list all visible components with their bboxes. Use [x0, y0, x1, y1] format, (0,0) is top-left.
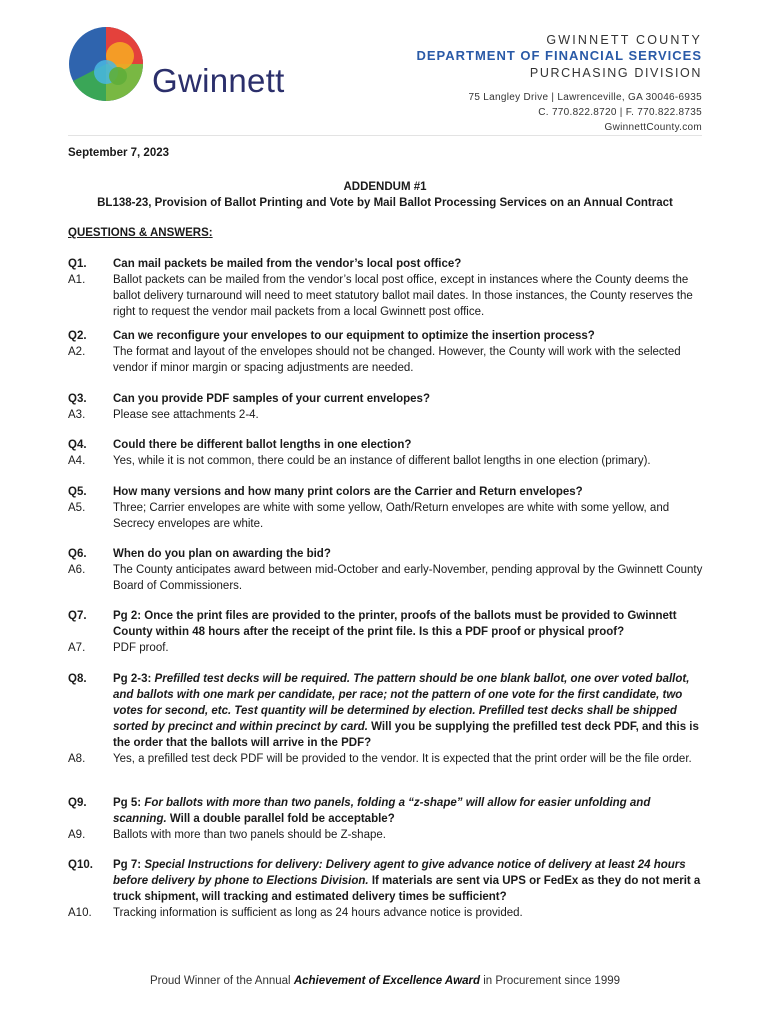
qa-item-7 [68, 608, 704, 656]
question-text: Pg 5: For ballots with more than two panels, folding a “z-shape” will allow for easier unfolding and scanning. Will a double parallel fold be acceptable? [113, 797, 651, 825]
question-text: Can you provide PDF samples of your current envelopes? [113, 393, 430, 405]
question-label: Q5. [68, 486, 87, 498]
question-label: Q1. [68, 258, 87, 270]
gwinnett-logo [68, 26, 308, 104]
question-label: Q6. [68, 548, 87, 560]
answer-label: A1. [68, 274, 86, 286]
question-label: Q8. [68, 673, 87, 685]
answer-label: A2. [68, 346, 86, 358]
question-text: When do you plan on awarding the bid? [113, 548, 331, 560]
question-label: Q10. [68, 859, 93, 871]
bid-title: BL138-23, Provision of Ballot Printing and Vote by Mail Ballot Processing Services on an Annual Contract [97, 197, 673, 209]
department-block [416, 32, 702, 135]
answer-label: A5. [68, 502, 86, 514]
department-name: DEPARTMENT OF FINANCIAL SERVICES [416, 48, 702, 63]
website-line: GwinnettCounty.com [604, 122, 702, 133]
answer-text: The County anticipates award between mid-October and early-November, pending approval by the Gwinnett County Board of Commissioners. [113, 564, 703, 592]
question-text: Can mail packets be mailed from the vendor’s local post office? [113, 258, 462, 270]
answer-text: Three; Carrier envelopes are white with some yellow, Oath/Return envelopes are white with some yellow, and Secrecy envelopes are white. [113, 502, 670, 530]
question-label: Q4. [68, 439, 87, 451]
letter-date: September 7, 2023 [68, 147, 170, 159]
answer-text: The format and layout of the envelopes should not be changed. However, the County will work with the selected vendor if minor margin or spacing adjustments are needed. [113, 346, 681, 374]
answer-label: A4. [68, 455, 86, 467]
addendum-number: ADDENDUM #1 [343, 181, 427, 193]
division-name: PURCHASING DIVISION [529, 66, 702, 80]
answer-label: A7. [68, 642, 86, 654]
addendum-title [68, 179, 702, 211]
answer-text: Yes, a prefilled test deck PDF will be provided to the vendor. It is expected that the print order will be the file order. [113, 753, 692, 765]
qa-item-9 [68, 795, 704, 843]
qa-item-6 [68, 546, 704, 594]
phone-line: C. 770.822.8720 | F. 770.822.8735 [538, 107, 702, 118]
answer-label: A10. [68, 907, 92, 919]
question-text: Pg 7: Special Instructions for delivery: Delivery agent to give advance notice of delivery at least 24 hours before delivery by phone to Elections Division. If materials are sent via UPS or FedEx as they do not merit a truck shipment, will tracking and estimated delivery times be sufficient? [113, 859, 701, 903]
qa-item-8 [68, 671, 704, 767]
question-text: Can we reconfigure your envelopes to our equipment to optimize the insertion process? [113, 330, 595, 342]
answer-text: Tracking information is sufficient as long as 24 hours advance notice is provided. [113, 907, 523, 919]
question-text: Pg 2: Once the print files are provided to the printer, proofs of the ballots must be provided to Gwinnett County within 48 hours after the receipt of the print file. Is this a PDF proof or physical proof? [113, 610, 677, 638]
qa-item-10 [68, 857, 704, 921]
answer-text: Ballots with more than two panels should be Z-shape. [113, 829, 386, 841]
footer-tagline: Proud Winner of the Annual Achievement of Excellence Award in Procurement since 1999 [149, 975, 621, 987]
question-text: How many versions and how many print colors are the Carrier and Return envelopes? [113, 486, 583, 498]
question-label: Q7. [68, 610, 87, 622]
county-name: GWINNETT COUNTY [546, 33, 702, 47]
answer-label: A6. [68, 564, 86, 576]
header-divider [68, 135, 702, 136]
question-label: Q3. [68, 393, 87, 405]
gwinnett-logo-icon [68, 26, 144, 102]
answer-label: A3. [68, 409, 86, 421]
qa-item-5 [68, 484, 704, 532]
answer-text: PDF proof. [113, 642, 169, 654]
answer-text: Please see attachments 2-4. [113, 409, 259, 421]
answer-label: A8. [68, 753, 86, 765]
answer-text: Yes, while it is not common, there could be an instance of different ballot lengths in one election (primary). [113, 455, 651, 467]
question-text: Could there be different ballot lengths in one election? [113, 439, 412, 451]
address-line: 75 Langley Drive | Lawrenceville, GA 30046-6935 [468, 92, 702, 103]
qa-heading: QUESTIONS & ANSWERS: [68, 227, 213, 239]
answer-label: A9. [68, 829, 86, 841]
question-label: Q2. [68, 330, 87, 342]
question-text: Pg 2-3: Prefilled test decks will be required. The pattern should be one blank ballot, one over voted ballot, and ballots with one mark per candidate, per race; not the pattern of one vote for the first candidate, two votes for second, etc. Test quantity will be determined by election. Prefilled test decks shall be shipped sorted by precinct and within precinct by card. Will you be supplying the prefilled test deck PDF, and this is the order that the ballots will arrive in the PDF? [113, 673, 699, 749]
qa-item-3 [68, 391, 704, 423]
qa-item-2 [68, 328, 704, 376]
question-label: Q9. [68, 797, 87, 809]
qa-item-4 [68, 437, 704, 469]
logo-wordmark: Gwinnett [152, 62, 285, 99]
qa-item-1 [68, 256, 704, 320]
answer-text: Ballot packets can be mailed from the vendor’s local post office, except in instances where the County deems the ballot delivery turnaround will need to meet statutory ballot mail dates. In those instances, the County reserves the right to request the vendor mail packets from a local Gwinnett post office. [113, 274, 693, 318]
